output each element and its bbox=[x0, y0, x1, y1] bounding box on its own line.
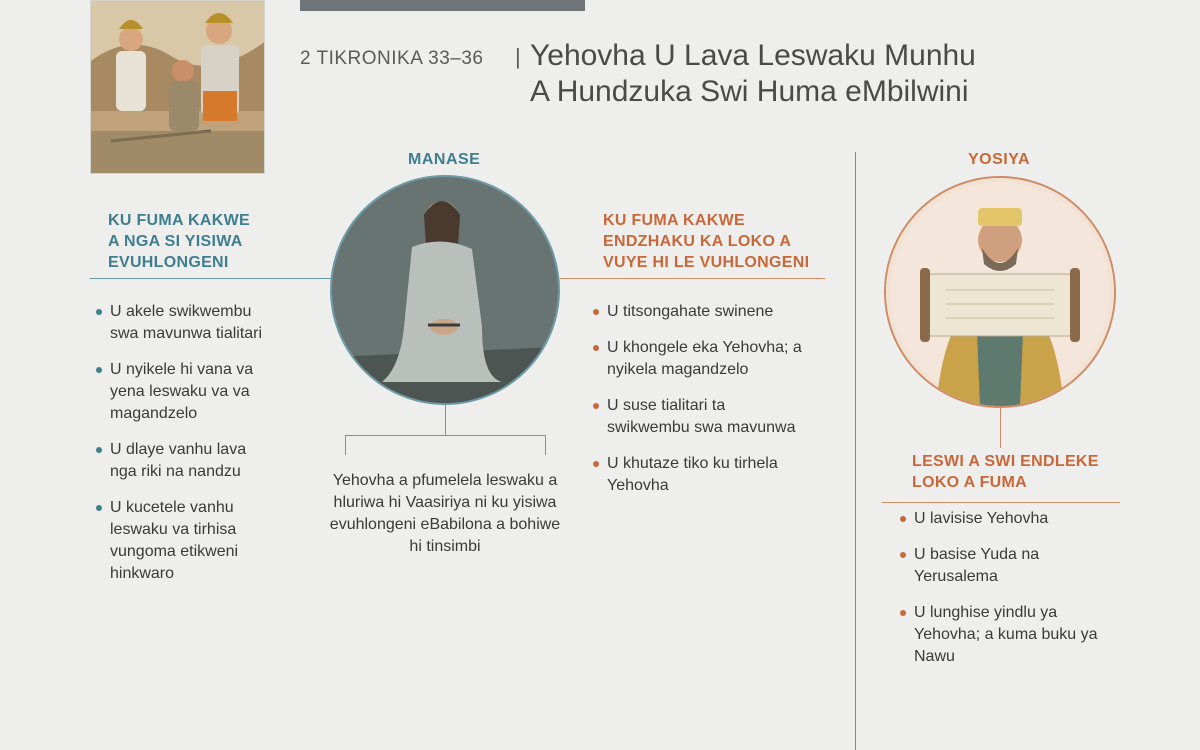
title-separator: | bbox=[515, 44, 521, 69]
list-item bbox=[593, 301, 843, 323]
list-item bbox=[900, 508, 1140, 530]
bullet-dot bbox=[593, 345, 599, 351]
bullet-dot bbox=[96, 447, 102, 453]
connector-stem bbox=[445, 405, 446, 435]
bullet-dot bbox=[900, 610, 906, 616]
list-item-text: U khongele eka Yehovha; a nyikela magandzelo bbox=[607, 339, 802, 378]
yosiya-heading-rule bbox=[882, 502, 1120, 503]
header-bar bbox=[300, 0, 585, 11]
manase-after-heading-rule bbox=[560, 278, 825, 279]
list-item-text: U basise Yuda na Yerusalema bbox=[914, 546, 1040, 585]
list-item bbox=[96, 497, 326, 585]
list-item-text: U lunghise yindlu ya Yehovha; a kuma buku ya Nawu bbox=[914, 604, 1098, 665]
bullet-dot bbox=[900, 516, 906, 522]
connector-bar bbox=[345, 435, 545, 436]
list-item-text: U dlaye vanhu lava nga riki na nandzu bbox=[110, 441, 247, 480]
list-item bbox=[900, 602, 1140, 668]
manase-after-list bbox=[593, 301, 843, 511]
bullet-dot bbox=[593, 403, 599, 409]
list-item bbox=[96, 439, 326, 483]
list-item bbox=[593, 395, 843, 439]
page-title-line-1: Yehovha U Lava Leswaku Munhu bbox=[530, 39, 976, 72]
page-title bbox=[530, 38, 976, 110]
yosiya-name: YOSIYA bbox=[968, 151, 1030, 168]
page-title-line-2: A Hundzuka Swi Huma eMbilwini bbox=[530, 75, 969, 108]
list-item bbox=[96, 301, 326, 345]
manase-before-list bbox=[96, 301, 326, 599]
list-item bbox=[593, 337, 843, 381]
list-item bbox=[96, 359, 326, 425]
connector-right-tick bbox=[545, 435, 546, 455]
list-item-text: U suse tialitari ta swikwembu swa mavunwa bbox=[607, 397, 796, 436]
list-item-text: U lavisise Yehovha bbox=[914, 510, 1049, 527]
manase-after-heading: KU FUMA KAKWE ENDZHAKU KA LOKO A VUYE HI LE VUHLONGENI bbox=[603, 212, 810, 271]
captivity-note: Yehovha a pfumelela leswaku a hluriwa hi Vaasiriya ni ku yisiwa evuhlongeni eBabilona a bohiwe hi tinsimbi bbox=[329, 472, 561, 555]
bullet-dot bbox=[593, 461, 599, 467]
bullet-dot bbox=[593, 309, 599, 315]
bullet-dot bbox=[96, 367, 102, 373]
list-item-text: U nyikele hi vana va yena leswaku va va magandzelo bbox=[110, 361, 254, 422]
list-item bbox=[900, 544, 1140, 588]
bullet-dot bbox=[900, 552, 906, 558]
manase-before-heading-rule bbox=[90, 278, 332, 279]
manase-portrait bbox=[330, 175, 560, 405]
yosiya-connector bbox=[1000, 408, 1001, 448]
manase-name: MANASE bbox=[408, 151, 481, 168]
scripture-reference: 2 TIKRONIKA 33–36 bbox=[300, 48, 484, 69]
section-divider bbox=[855, 152, 856, 750]
list-item bbox=[593, 453, 843, 497]
connector-left-tick bbox=[345, 435, 346, 455]
yosiya-list bbox=[900, 508, 1140, 682]
bullet-dot bbox=[96, 505, 102, 511]
manase-before-heading: KU FUMA KAKWE A NGA SI YISIWA EVUHLONGENI bbox=[108, 212, 250, 271]
scene-illustration bbox=[90, 0, 265, 174]
yosiya-heading: LESWI A SWI ENDLEKE LOKO A FUMA bbox=[912, 453, 1099, 491]
yosiya-portrait bbox=[884, 176, 1116, 408]
list-item-text: U akele swikwembu swa mavunwa tialitari bbox=[110, 303, 263, 342]
list-item-text: U khutaze tiko ku tirhela Yehovha bbox=[607, 455, 778, 494]
list-item-text: U titsongahate swinene bbox=[607, 303, 774, 320]
list-item-text: U kucetele vanhu leswaku va tirhisa vungoma etikweni hinkwaro bbox=[110, 499, 239, 582]
bullet-dot bbox=[96, 309, 102, 315]
